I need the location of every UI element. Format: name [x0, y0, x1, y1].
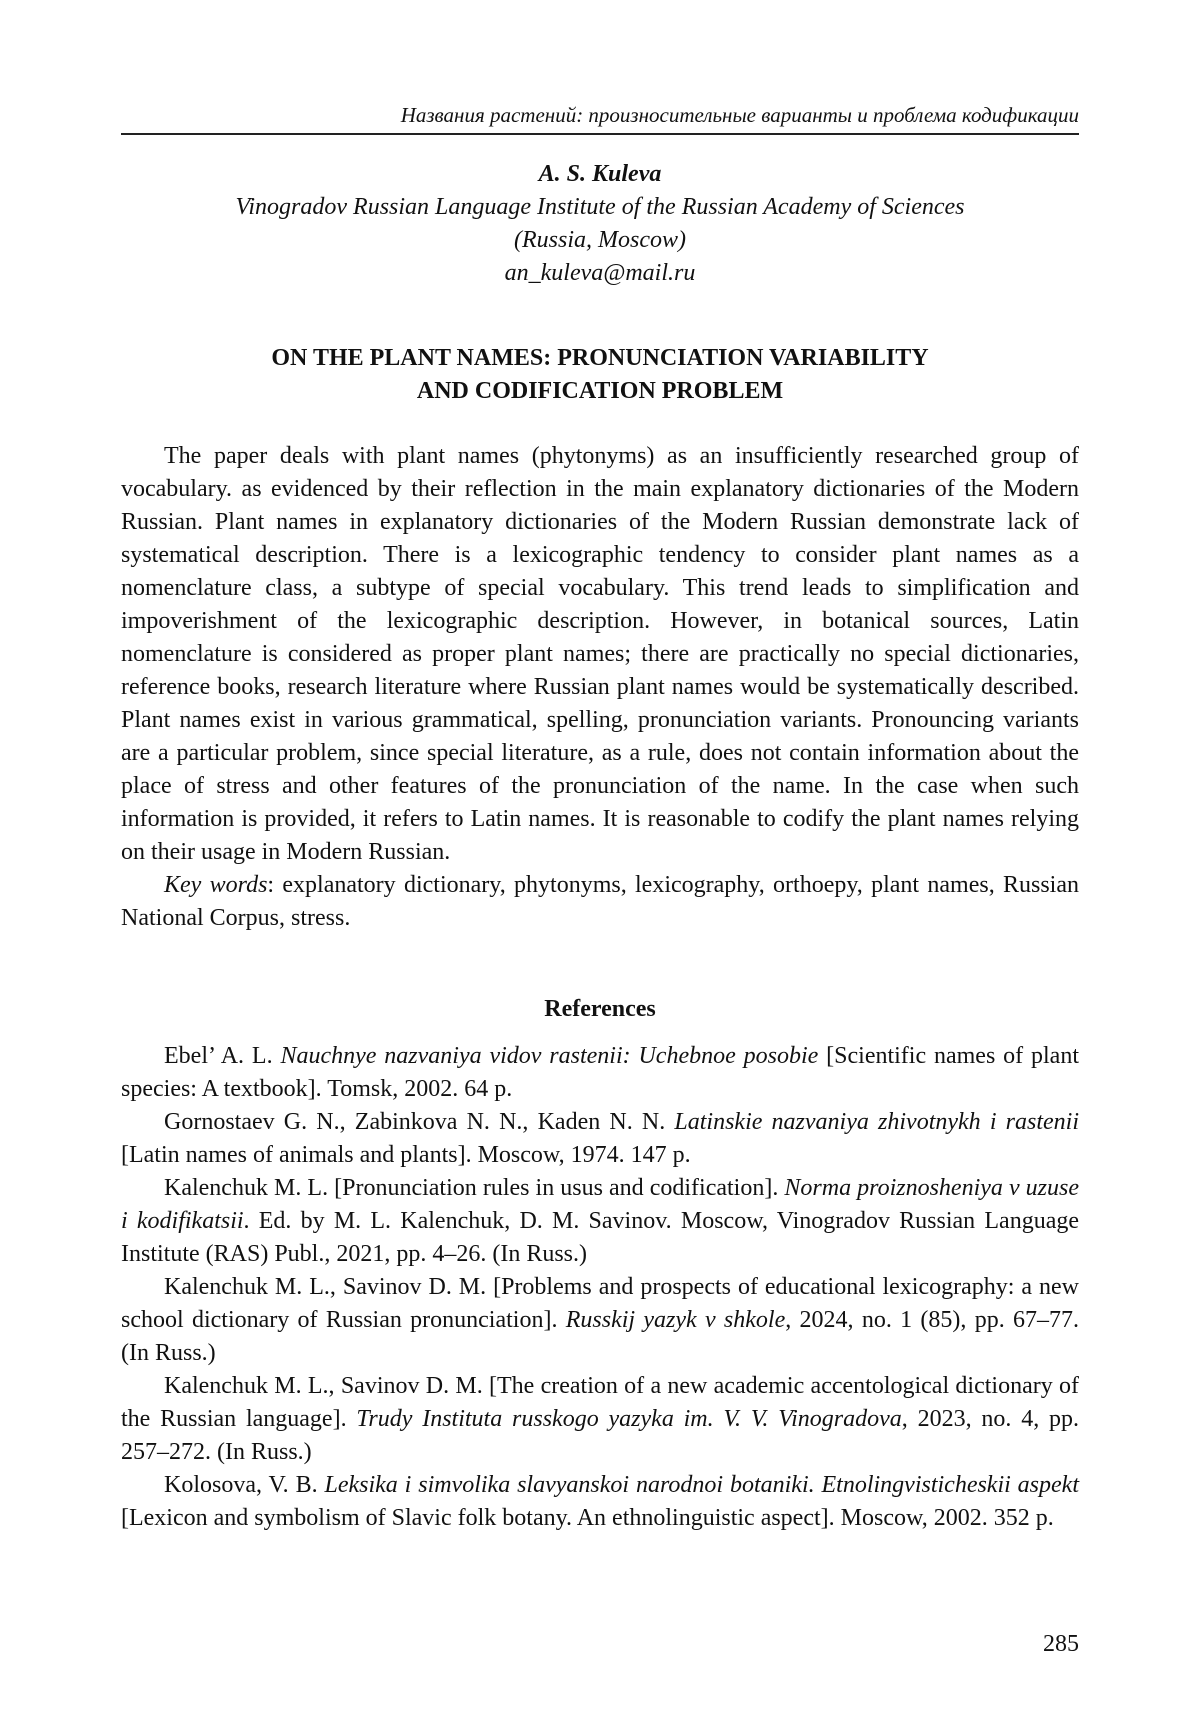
- references-list: [121, 1040, 1079, 1535]
- ref-details: , 2023, no. 4, pp. 257–272. (In Russ.): [121, 1406, 1079, 1465]
- keywords-label: Key words: [164, 872, 268, 898]
- reference-item: [121, 1271, 1079, 1370]
- reference-item: [121, 1370, 1079, 1469]
- author-affiliation: Vinogradov Russian Language Institute of the Russian Academy of Sciences: [235, 194, 965, 220]
- ref-authors: Ebel’ A. L.: [164, 1043, 281, 1069]
- author-email[interactable]: an_kuleva@mail.ru: [504, 260, 696, 286]
- ref-title: Nauchnye nazvaniya vidov rastenii: Uchebnoe posobie: [280, 1043, 819, 1069]
- ref-details: [Latin names of animals and plants]. Moscow, 1974. 147 p.: [121, 1142, 691, 1168]
- keywords-text: : explanatory dictionary, phytonyms, lexicography, orthoepy, plant names, Russian National Corpus, stress.: [121, 872, 1079, 931]
- paper-title: [121, 342, 1079, 408]
- references-heading: References: [544, 996, 656, 1022]
- reference-item: [121, 1172, 1079, 1271]
- ref-authors: Kolosova, V. B.: [164, 1472, 325, 1498]
- reference-item: [121, 1040, 1079, 1106]
- header-rule: [121, 133, 1079, 135]
- page-number: 285: [1043, 1631, 1079, 1657]
- journal-page: [121, 0, 1079, 1710]
- ref-details: . Ed. by M. L. Kalenchuk, D. M. Savinov. Moscow, Vinogradov Russian Language Institute (RAS) Publ., 2021, pp. 4–26. (In Russ.): [121, 1208, 1079, 1267]
- ref-authors: Kalenchuk M. L., Savinov D. M. [Problems and prospects of educational lexicography: a new school dictionary of Russian pronunciation].: [121, 1274, 1079, 1333]
- title-line-1: ON THE PLANT NAMES: PRONUNCIATION VARIABILITY: [271, 345, 929, 371]
- ref-details: [Scientific names of plant species: A textbook]. Tomsk, 2002. 64 p.: [121, 1043, 1079, 1102]
- ref-authors: Kalenchuk M. L. [Pronunciation rules in usus and codification].: [164, 1175, 785, 1201]
- keywords: [121, 869, 1079, 935]
- ref-authors: Kalenchuk M. L., Savinov D. M. [The creation of a new academic accentological dictionary of the Russian language].: [121, 1373, 1079, 1432]
- author-location: (Russia, Moscow): [514, 227, 686, 253]
- title-line-2: AND CODIFICATION PROBLEM: [416, 378, 784, 404]
- abstract-section: [121, 440, 1079, 935]
- reference-item: [121, 1106, 1079, 1172]
- ref-details: [Lexicon and symbolism of Slavic folk botany. An ethnolinguistic aspect]. Moscow, 2002. 352 p.: [121, 1505, 1054, 1531]
- ref-title: Latinskie nazvaniya zhivotnykh i rastenii: [674, 1109, 1079, 1135]
- running-header: Названия растений: произносительные варианты и проблема кодификации: [400, 103, 1079, 127]
- ref-title: Trudy Instituta russkogo yazyka im. V. V. Vinogradova: [356, 1406, 902, 1432]
- ref-authors: Gornostaev G. N., Zabinkova N. N., Kaden N. N.: [164, 1109, 675, 1135]
- reference-item: [121, 1469, 1079, 1535]
- ref-title: Norma proiznosheniya v uzuse i kodifikatsii: [121, 1175, 1079, 1234]
- abstract-text: The paper deals with plant names (phytonyms) as an insufficiently researched group of vocabulary. as evidenced by their reflection in the main explanatory dictionaries of the Modern Russian. Plant names in explanatory dictionaries of the Modern Russian demonstrate lack of systematical description. There is a lexicographic tendency to consider plant names as a nomenclature class, a subtype of special vocabulary. This trend leads to simplification and impoverishment of the lexicographic description. However, in botanical sources, Latin nomenclature is considered as proper plant names; there are practically no special dictionaries, reference books, research literature where Russian plant names would be systematically described. Plant names exist in various grammatical, spelling, pronunciation variants. Pronouncing variants are a particular problem, since special literature, as a rule, does not contain information about the place of stress and other features of the pronunciation of the name. In the case when such information is provided, it refers to Latin names. It is reasonable to codify the plant names relying on their usage in Modern Russian.: [121, 443, 1079, 865]
- ref-title: Leksika i simvolika slavyanskoi narodnoi botaniki. Etnolingvisticheskii aspekt: [324, 1472, 1079, 1498]
- author-block: [121, 158, 1079, 290]
- ref-details: , 2024, no. 1 (85), pp. 67–77. (In Russ.): [121, 1307, 1079, 1366]
- author-name: A. S. Kuleva: [538, 161, 662, 187]
- ref-title: Russkij yazyk v shkole: [565, 1307, 786, 1333]
